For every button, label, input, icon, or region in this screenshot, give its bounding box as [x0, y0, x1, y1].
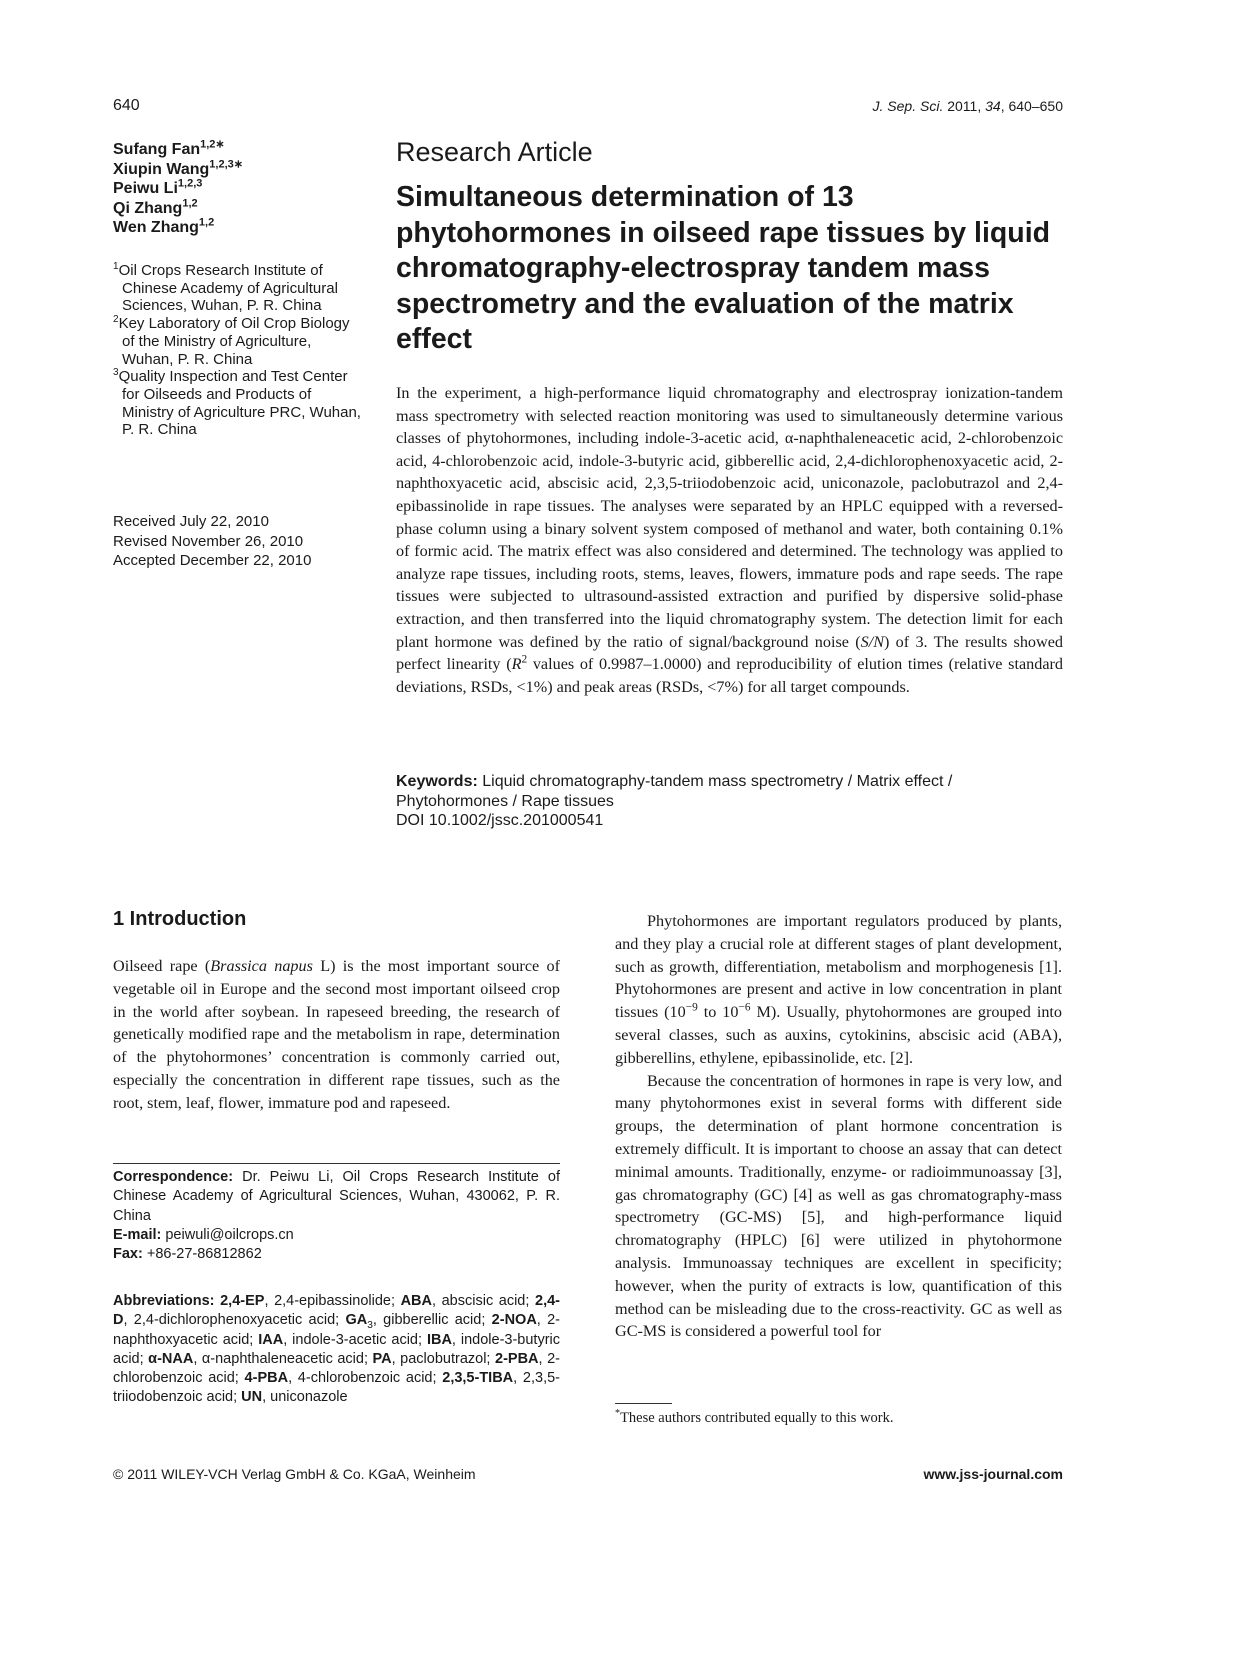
text-run: , 2,3,5-triiodobenzoic acid; — [113, 1370, 560, 1406]
doi[interactable]: DOI 10.1002/jssc.201000541 — [396, 812, 604, 829]
text-run: M). Usually, phytohormones are grouped into several classes, such as auxins, cytokinins, abscisic acid (ABA), gibberellins, ethylene, epibassinolide, etc. [2]. — [615, 1003, 1063, 1067]
text-run: R — [511, 655, 522, 674]
text-run: , paclobutrazol; — [391, 1350, 495, 1367]
intro-right-column — [615, 910, 1062, 1343]
intro-left-column — [113, 955, 560, 1115]
text-run: −6 — [738, 1001, 751, 1014]
author-name: Sufang Fan — [113, 141, 201, 158]
text-run: 34 — [985, 98, 1001, 114]
paragraph — [113, 955, 560, 1115]
abstract — [396, 382, 1063, 698]
text-run: 2,3,5-TIBA — [442, 1370, 514, 1387]
text-run: , uniconazole — [262, 1389, 348, 1406]
text-run: S/N — [860, 632, 885, 651]
author-affiliation-marks: 1,2 — [182, 197, 198, 210]
text-run: IAA — [258, 1331, 284, 1348]
author-affiliation-marks: 1,2 — [198, 216, 215, 229]
text-run: IBA — [426, 1331, 452, 1348]
author-affiliation-marks: 1,2,3 — [177, 177, 203, 190]
text-run: UN — [241, 1389, 263, 1406]
text-run: , 2-naphthoxyacetic acid; — [113, 1312, 561, 1348]
affiliation-text: Key Laboratory of Oil Crop Biology of the Ministry of Agriculture, Wuhan, P. R. China — [118, 315, 350, 368]
text-run: Oilseed rape ( — [113, 957, 211, 975]
text-run: Fax: — [113, 1246, 143, 1263]
journal-website-link[interactable]: www.jss-journal.com — [923, 1466, 1063, 1482]
footnote-divider — [615, 1403, 672, 1404]
text-run: * — [615, 1408, 621, 1420]
text-run: PA — [372, 1350, 392, 1367]
text-run: , 2,4-dichlorophenoxyacetic acid; — [123, 1312, 346, 1329]
affiliation — [113, 262, 363, 315]
affiliation-text: Oil Crops Research Institute of Chinese Academy of Agricultural Sciences, Wuhan, P. R. China — [118, 262, 338, 315]
text-run: to 10 — [697, 1003, 739, 1022]
affiliation-text: Quality Inspection and Test Center for Oilseeds and Products of Ministry of Agriculture PRC, Wuhan, P. R. China — [118, 368, 361, 439]
text-run: These authors contributed equally to this work. — [620, 1410, 894, 1426]
author-affiliation-marks: 1,2∗ — [200, 138, 225, 151]
text-run: peiwuli@oilcrops.cn — [161, 1226, 294, 1243]
text-run: , 640–650 — [1000, 98, 1063, 114]
text-run: 2,4-D — [113, 1293, 560, 1329]
page-number: 640 — [113, 97, 140, 114]
text-run: , α-naphthaleneacetic acid; — [193, 1350, 373, 1367]
text-run: 3 — [367, 1320, 373, 1332]
text-run: values of 0.9987–1.0000) and reproducibility of elution times (relative standard deviations, RSDs, <1%) and peak areas (RSDs, <7%) for all target compounds. — [396, 655, 1063, 696]
author-name: Wen Zhang — [113, 219, 199, 236]
text-run: GA — [345, 1312, 368, 1329]
article-dates — [113, 512, 311, 571]
author — [113, 179, 243, 199]
affiliations — [113, 262, 363, 439]
text-run: Keywords: — [396, 773, 478, 790]
author-list — [113, 140, 243, 238]
affiliation-number: 2 — [113, 314, 119, 326]
text-run: Abbreviations: — [113, 1293, 215, 1309]
text-run: , abscisic acid; — [432, 1293, 535, 1309]
affiliation — [113, 315, 363, 368]
section-heading: 1 Introduction — [113, 908, 247, 930]
paragraph — [615, 910, 1062, 1070]
author-affiliation-marks: 1,2,3∗ — [209, 158, 243, 171]
author — [113, 199, 243, 219]
text-run: ABA — [400, 1293, 432, 1309]
text-run: , indole-3-butyric acid; — [113, 1331, 560, 1367]
journal-citation — [873, 98, 1063, 114]
text-run: , gibberellic acid; — [372, 1312, 492, 1329]
text-run: 2011, — [943, 98, 986, 114]
author — [113, 218, 243, 238]
author-name: Xiupin Wang — [113, 160, 210, 178]
author-name: Peiwu Li — [113, 180, 178, 197]
divider — [113, 1163, 560, 1164]
abbreviations — [113, 1292, 560, 1408]
text-run: Liquid chromatography-tandem mass spectrometry / Matrix effect / Phytohormones / Rape tissues — [396, 773, 953, 810]
text-run: , indole-3-acetic acid; — [283, 1331, 427, 1348]
affiliation-number: 1 — [113, 261, 119, 272]
article-title: Simultaneous determination of 13 phytohormones in oilseed rape tissues by liquid chromatography-electrospray tandem mass spectrometry and the evaluation of the matrix effect — [396, 181, 1051, 355]
text-run: J. Sep. Sci. — [872, 98, 944, 114]
text-run: 2 — [521, 653, 528, 666]
text-run: 4-PBA — [244, 1370, 289, 1387]
affiliation — [113, 368, 363, 439]
text-run: −9 — [685, 1001, 698, 1014]
copyright: © 2011 WILEY-VCH Verlag GmbH & Co. KGaA, Weinheim — [113, 1466, 476, 1482]
paragraph — [615, 1070, 1062, 1344]
text-run: α-NAA — [148, 1350, 194, 1367]
correspondence — [113, 1168, 560, 1264]
author — [113, 160, 243, 180]
text-run: 2-PBA — [495, 1350, 539, 1367]
text-run: , 2-chlorobenzoic acid; — [113, 1350, 560, 1387]
text-run: Brassica napus — [210, 957, 313, 975]
keywords — [396, 772, 1063, 811]
author — [113, 140, 243, 160]
footnote — [615, 1410, 894, 1427]
author-name: Qi Zhang — [113, 199, 183, 217]
text-run: 2-NOA — [491, 1312, 537, 1329]
text-run: Because the concentration of hormones in rape is very low, and many phytohormones exist in several forms with different side groups, the determination of plant hormone concentration is extremely difficult. It is important to choose an assay that can detect minimal amounts. Traditionally, enzyme- or radioimmunoassay [3], gas chromatography (GC) [4] as well as gas chromatography-mass spectrometry (GC-MS) [5], and high-performance liquid chromatography (HPLC) [6] were utilized in phytohormone analysis. Immunoassay techniques are excellent in specificity; however, when the purity of extracts is low, quantification of this method can be misleading due to the cross-reactivity. GC as well as GC-MS is considered a powerful tool for — [615, 1071, 1062, 1341]
text-run: Correspondence: — [113, 1169, 234, 1185]
received-date: Received July 22, 2010 — [113, 513, 269, 530]
text-run: , 4-chlorobenzoic acid; — [288, 1370, 443, 1387]
affiliation-number: 3 — [113, 367, 119, 379]
accepted-date: Accepted December 22, 2010 — [113, 552, 312, 569]
text-run: +86-27-86812862 — [142, 1246, 262, 1263]
text-run: Dr. Peiwu Li, Oil Crops Research Institute of Chinese Academy of Agricultural Sciences, Wuhan, 430062, P. R. China — [113, 1169, 560, 1224]
text-run: ) of 3. The results showed perfect linearity ( — [396, 632, 1063, 674]
text-run: 2,4-EP — [220, 1293, 265, 1309]
text-run: In the experiment, a high-performance liquid chromatography and electrospray ionization-tandem mass spectrometry with selected reaction monitoring was used to simultaneously determine various classes of phytohormones, including indole-3-acetic acid, α-naphthaleneacetic acid, 2-chlorobenzoic acid, 4-chlorobenzoic acid, indole-3-butyric acid, gibberellic acid, 2,4-dichlorophenoxyacetic acid, 2-naphthoxyacetic acid, abscisic acid, 2,3,5-triiodobenzoic acid, uniconazole, paclobutrazol and 2,4-epibassinolide in rape tissues. The analyses were separated by an HPLC equipped with a reversed-phase column using a binary solvent system composed of methanol and water, both containing 0.1% of formic acid. The matrix effect was also considered and determined. The technology was applied to analyze rape tissues, including roots, stems, leaves, flowers, immature pods and rape seeds. The rape tissues were subjected to ultrasound-assisted extraction and purified by dispersive solid-phase extraction, and then transferred into the liquid chromatography system. The detection limit for each plant hormone was defined by the ratio of signal/background noise ( — [396, 384, 1063, 651]
text-run: , 2,4-epibassinolide; — [264, 1293, 401, 1309]
text-run: Phytohormones are important regulators produced by plants, and they play a crucial role at different stages of plant development, such as growth, differentiation, metabolism and morphogenesis [1]. Phytohormones are present and active in low concentration in plant tissues (10 — [615, 912, 1062, 1022]
keywords-block — [396, 772, 1063, 831]
text-run: L) is the most important source of vegetable oil in Europe and the second most important oilseed crop in the world after soybean. In rapeseed breeding, the research of genetically modified rape and the metabolism in rape, determination of the phytohormones’ concentration is commonly carried out, especially the concentration in different rape tissues, such as the root, stem, leaf, flower, immature pod and rapeseed. — [113, 957, 560, 1112]
article-type: Research Article — [396, 137, 593, 167]
text-run: E-mail: — [113, 1226, 162, 1243]
revised-date: Revised November 26, 2010 — [113, 532, 304, 550]
